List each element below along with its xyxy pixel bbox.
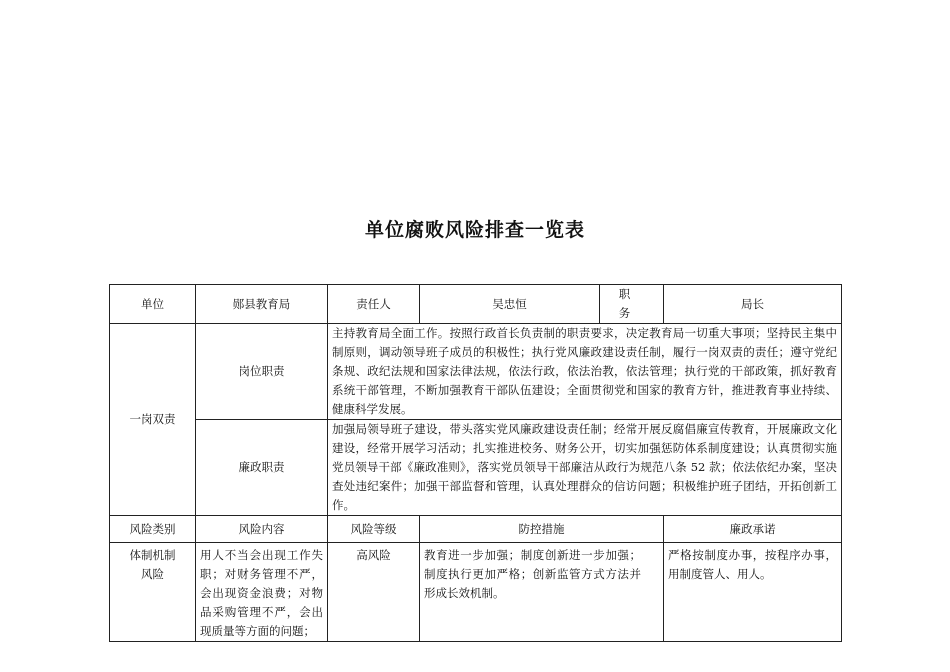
integrity-promise-cell: 严格按制度办事，按程序办事，用制度管人、用人。 [664, 543, 842, 642]
risk-level-cell: 高风险 [328, 543, 420, 642]
risk-category-text: 体制机制风险 [129, 548, 176, 581]
dual-duty-label: 一岗双责 [110, 324, 196, 516]
risk-inventory-table [109, 284, 842, 642]
integrity-duty-text: 加强局领导班子建设，带头落实党风廉政建设责任制；经常开展反腐倡廉宣传教育，开展廉政文化建设，经常开展学习活动；扎实推进校务、财务公开，切实加强惩防体系制度建设；认真贯彻实施党员领导干部《廉政准则》，落实党员领导干部廉洁从政行为规范八条 52 款；依法依纪办案，坚决查处违纪案件；加强干部监督和管理，认真处理群众的信访问题；积极维护班子团结，开拓创新工作。 [328, 420, 842, 516]
integrity-promise-header: 廉政承诺 [664, 516, 842, 543]
unit-value: 郧县教育局 [196, 285, 328, 324]
risk-content-cell: 用人不当会出现工作失职；对财务管理不严，会出现资金浪费；对物品采购管理不严，会出现质量等方面的问题； [196, 543, 328, 642]
integrity-duty-label: 廉政职责 [196, 420, 328, 516]
post-duty-label: 岗位职责 [196, 324, 328, 420]
post-duty-row [110, 324, 842, 420]
control-measures-cell [420, 543, 664, 642]
position-label-text: 职 务 [618, 287, 645, 320]
post-duty-text: 主持教育局全面工作。按照行政首长负责制的职责要求，决定教育局一切重大事项；坚持民主集中制原则，调动领导班子成员的积极性；执行党风廉政建设责任制，履行一岗双责的责任；遵守党纪条规、政纪法规和国家法律法规，依法行政，依法治教，依法管理；执行党的干部政策，抓好教育系统干部管理，不断加强教育干部队伍建设；全面贯彻党和国家的教育方针，推进教育事业持续、健康科学发展。 [328, 324, 842, 420]
header-info-row [110, 285, 842, 324]
risk-category-cell [110, 543, 196, 642]
page-title: 单位腐败风险排查一览表 [364, 219, 585, 241]
control-measures-text: 教育进一步加强；制度创新进一步加强；制度执行更加严格；创新监管方式方法并形成长效机制。 [424, 548, 641, 600]
unit-label: 单位 [110, 285, 196, 324]
table-row [110, 543, 842, 642]
position-value: 局长 [664, 285, 842, 324]
position-label [600, 285, 664, 324]
control-measures-header: 防控措施 [420, 516, 664, 543]
risk-header-row [110, 516, 842, 543]
risk-content-header: 风险内容 [196, 516, 328, 543]
risk-category-header: 风险类别 [110, 516, 196, 543]
risk-level-header: 风险等级 [328, 516, 420, 543]
responsible-value: 吴忠恒 [420, 285, 600, 324]
integrity-duty-row [110, 420, 842, 516]
responsible-label: 责任人 [328, 285, 420, 324]
